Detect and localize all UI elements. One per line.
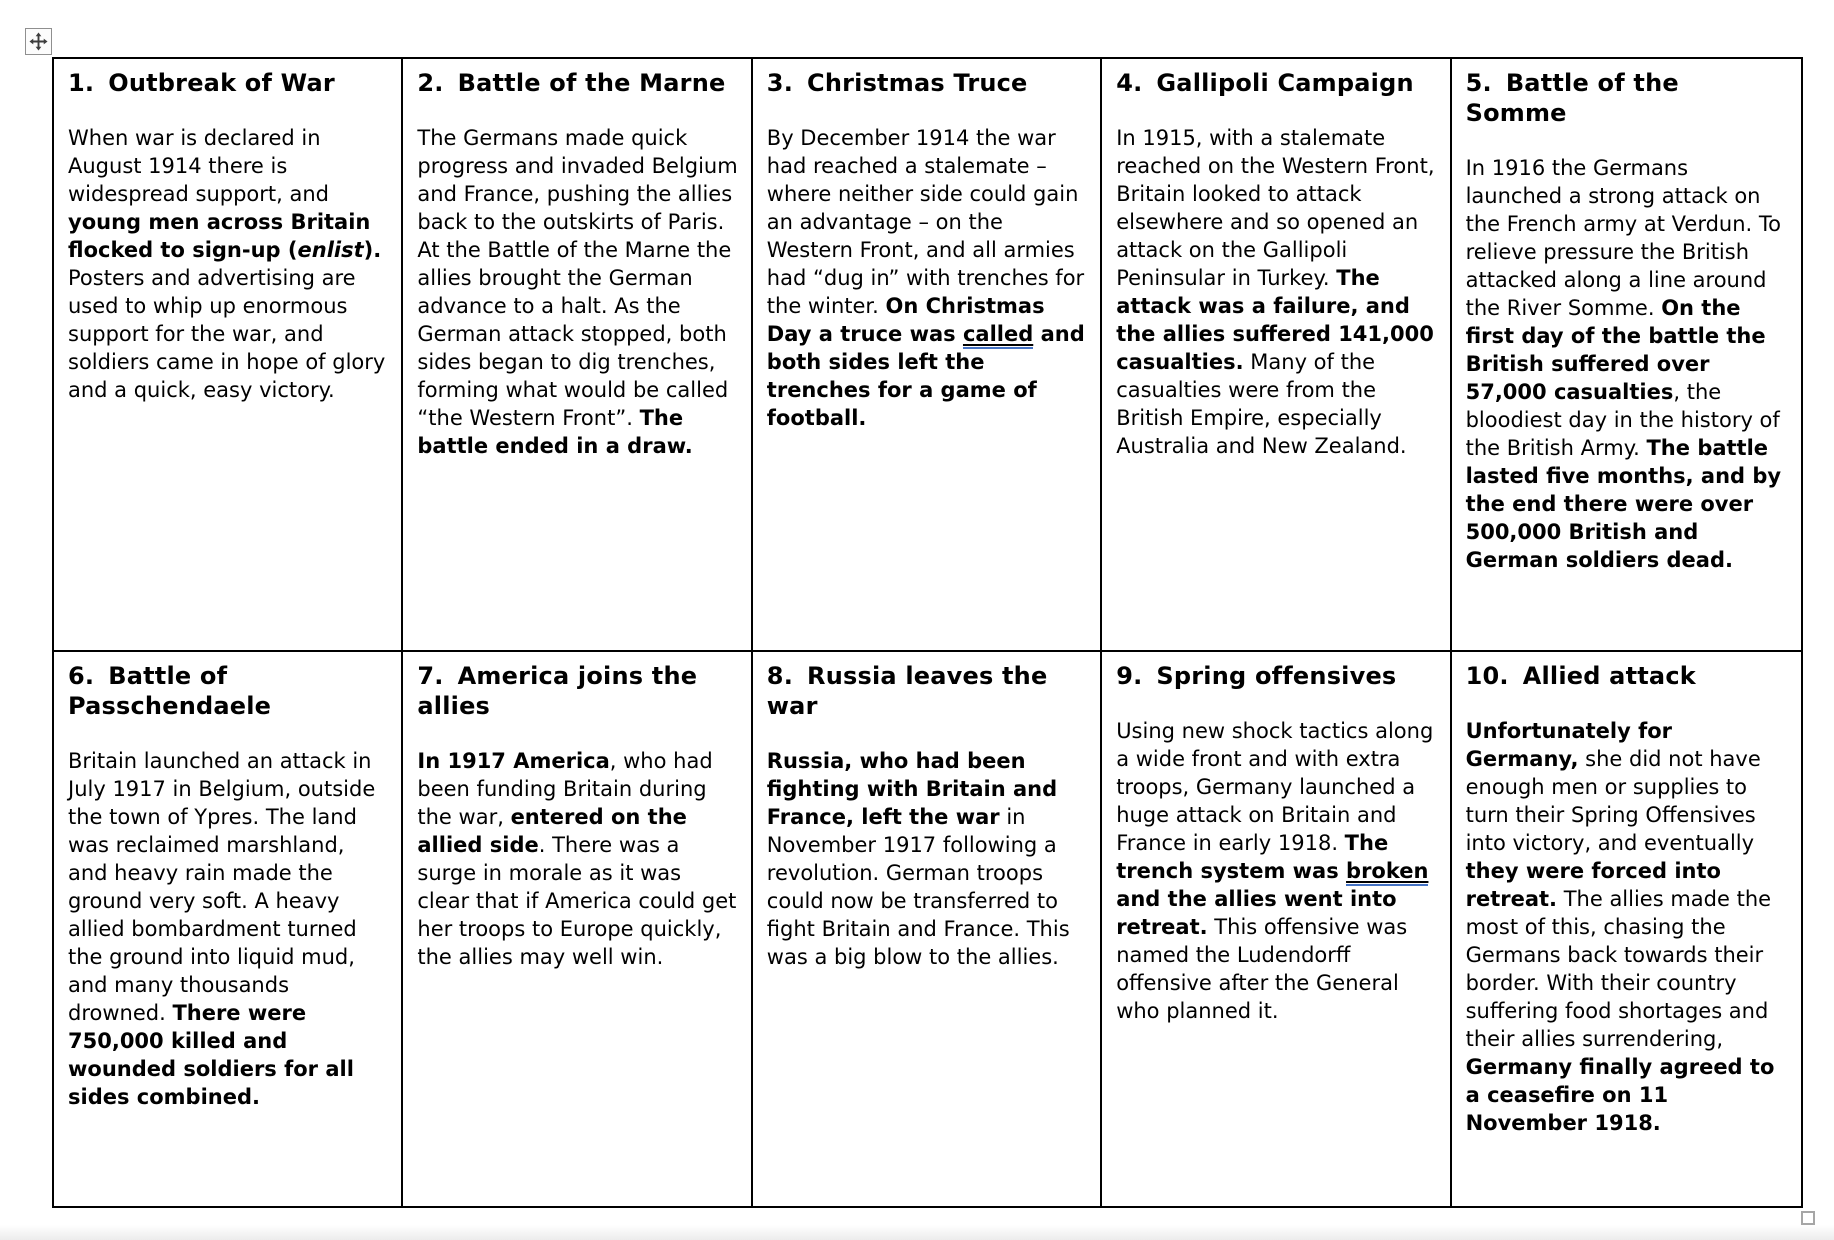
- table-cell-8[interactable]: [753, 652, 1102, 1206]
- table-cell-1[interactable]: [54, 59, 403, 652]
- event-number: 10.: [1465, 662, 1509, 690]
- event-heading: [1466, 661, 1788, 691]
- table-cell-7[interactable]: [403, 652, 752, 1206]
- event-text: By December 1914 the war had reached a stalemate – where neither side could gain an advantage – on the Western Front, and all armies had “dug in” with trenches for the winter. On Christmas Day a truce was called and both sides left the trenches for a game of football.: [766, 126, 1085, 430]
- table-cell-9[interactable]: [1102, 652, 1451, 1206]
- event-number: 1.: [68, 69, 95, 97]
- event-number: 9.: [1116, 662, 1143, 690]
- table-resize-handle[interactable]: [1801, 1211, 1815, 1225]
- event-number: 8.: [766, 662, 794, 690]
- event-heading: [767, 68, 1087, 98]
- event-title: Outbreak of War: [108, 69, 335, 97]
- event-heading: [1116, 661, 1436, 691]
- event-number: 7.: [417, 662, 444, 690]
- event-number: 5.: [1465, 69, 1492, 97]
- event-heading: [417, 68, 737, 98]
- event-title: Christmas Truce: [807, 69, 1028, 97]
- move-icon: [29, 32, 48, 51]
- window-edge: [0, 1225, 1834, 1240]
- event-text: Britain launched an attack in July 1917 in Belgium, outside the town of Ypres. The land was reclaimed marshland, and heavy rain made the ground very soft. A heavy allied bombardment turned the ground into liquid mud, and many thousands drowned. There were 750,000 killed and wounded soldiers for all sides combined.: [68, 749, 376, 1109]
- table-cell-10[interactable]: [1452, 652, 1801, 1206]
- event-number: 6.: [68, 662, 95, 690]
- event-number: 4.: [1116, 69, 1143, 97]
- event-number: 2.: [417, 69, 444, 97]
- event-text: In 1917 America, who had been funding Britain during the war, entered on the allied side. There was a surge in morale as it was clear that if America could get her troops to Europe quickly, the allies may well win.: [417, 749, 737, 969]
- event-text: Unfortunately for Germany, she did not have enough men or supplies to turn their Spring Offensives into victory, and eventually they were forced into retreat. The allies made the most of this, chasing the Germans back towards their border. With their country suffering food shortages and their allies surrendering, Germany finally agreed to a ceasefire on 11 November 1918.: [1465, 719, 1775, 1135]
- table-cell-2[interactable]: [403, 59, 752, 652]
- event-text: The Germans made quick progress and invaded Belgium and France, pushing the allies back to the outskirts of Paris. At the Battle of the Marne the allies brought the German advance to a halt. As the German attack stopped, both sides began to dig trenches, forming what would be called “the Western Front”. The battle ended in a draw.: [417, 126, 738, 458]
- event-title: Allied attack: [1522, 662, 1696, 690]
- event-title: Battle of Passchendaele: [68, 662, 272, 720]
- table-cell-5[interactable]: [1452, 59, 1801, 652]
- event-title: Russia leaves the war: [766, 662, 1048, 720]
- event-title: Battle of the Marne: [457, 69, 726, 97]
- event-heading: [417, 661, 737, 721]
- table-cell-6[interactable]: [54, 652, 403, 1206]
- event-text: When war is declared in August 1914 there is widespread support, and young men across Britain flocked to sign-up (enlist). Posters and advertising are used to whip up enormous support for the war, and soldiers came in hope of glory and a quick, easy victory.: [68, 126, 386, 402]
- event-title: Spring offensives: [1156, 662, 1397, 690]
- event-text: In 1916 the Germans launched a strong attack on the French army at Verdun. To relieve pressure the British attacked along a line around the River Somme. On the first day of the battle the British suffered over 57,000 casualties, the bloodiest day in the history of the British Army. The battle lasted five months, and by the end there were over 500,000 British and German soldiers dead.: [1465, 156, 1782, 572]
- event-heading: [1116, 68, 1436, 98]
- table-cell-3[interactable]: [753, 59, 1102, 652]
- event-text: Using new shock tactics along a wide front and with extra troops, Germany launched a huge attack on Britain and France in early 1918. The trench system was broken and the allies went into retreat. This offensive was named the Ludendorff offensive after the General who planned it.: [1116, 719, 1434, 1023]
- event-heading: [767, 661, 1087, 721]
- event-title: Battle of the Somme: [1465, 69, 1679, 127]
- ww1-timeline-table: [52, 57, 1803, 1208]
- event-heading: [1466, 68, 1788, 128]
- event-heading: [68, 661, 388, 721]
- event-text: In 1915, with a stalemate reached on the Western Front, Britain looked to attack elsewhere and so opened an attack on the Gallipoli Peninsular in Turkey. The attack was a failure, and the allies suffered 141,000 casualties. Many of the casualties were from the British Empire, especially Australia and New Zealand.: [1116, 126, 1435, 458]
- event-heading: [68, 68, 388, 98]
- event-title: Gallipoli Campaign: [1156, 69, 1414, 97]
- event-title: America joins the allies: [417, 662, 698, 720]
- table-move-handle[interactable]: [25, 28, 52, 55]
- event-text: Russia, who had been fighting with Britain and France, left the war in November 1917 following a revolution. German troops could now be transferred to fight Britain and France. This was a big blow to the allies.: [766, 749, 1070, 969]
- event-number: 3.: [766, 69, 794, 97]
- table-cell-4[interactable]: [1102, 59, 1451, 652]
